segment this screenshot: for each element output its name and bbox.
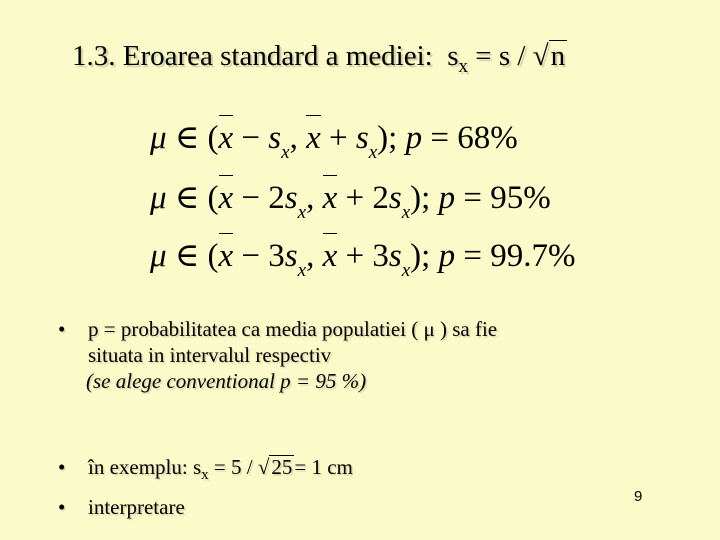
bullet-note: (se alege conventional p = 95 %) — [86, 369, 367, 393]
bullet-dot-icon: • — [58, 455, 66, 479]
close-paren: ); — [410, 238, 431, 274]
sqrt-sign: √ — [257, 455, 270, 479]
bullet-dot-icon: • — [58, 317, 66, 341]
open-paren: ( — [207, 120, 219, 156]
x-bar: x — [219, 115, 234, 155]
x-bar: x — [323, 175, 338, 215]
minus-sign: − — [241, 180, 261, 216]
example-suffix: = 1 cm — [294, 455, 353, 479]
element-of-symbol: ∈ — [174, 120, 200, 156]
sqrt-sign: √ — [532, 40, 549, 72]
p-symbol: p — [438, 180, 456, 216]
bullet-example — [58, 454, 353, 520]
close-paren: ); — [377, 120, 398, 156]
minus-sign: − — [241, 238, 261, 274]
title-s: s — [447, 40, 459, 72]
s-subscript: x — [297, 260, 307, 281]
coefficient: 3 — [372, 238, 389, 274]
s-symbol: s — [355, 120, 369, 156]
element-of-symbol: ∈ — [174, 238, 200, 274]
mu-symbol: μ — [150, 238, 167, 274]
bullet-text: p = probabilitatea ca media populatiei ( μ ) sa fie — [88, 317, 498, 341]
title-prefix: 1.3. Eroarea standard a mediei: — [72, 40, 433, 72]
s-symbol: s — [388, 238, 402, 274]
s-subscript: x — [297, 202, 307, 223]
bullet-text: interpretare — [88, 495, 185, 519]
comma: , — [306, 180, 315, 216]
bullet-line — [58, 454, 353, 488]
open-paren: ( — [207, 238, 219, 274]
slide-title — [72, 40, 567, 78]
s-subscript: x — [401, 202, 411, 223]
minus-sign: − — [241, 120, 261, 156]
bullet-line — [58, 316, 497, 342]
element-of-symbol: ∈ — [174, 180, 200, 216]
s-symbol: s — [268, 120, 282, 156]
x-bar: x — [219, 233, 234, 273]
title-sqrt — [533, 40, 567, 73]
close-paren: ); — [410, 180, 431, 216]
x-bar: x — [306, 115, 321, 155]
equals-sign: = — [422, 120, 458, 156]
bullet-probability — [58, 316, 497, 394]
equals-sign: = — [455, 180, 491, 216]
coefficient: 2 — [372, 180, 389, 216]
comma: , — [289, 120, 298, 156]
s-symbol: s — [284, 238, 298, 274]
equals-sign: = — [455, 238, 491, 274]
example-mid: = 5 / — [208, 455, 258, 479]
mu-symbol: μ — [150, 180, 167, 216]
plus-sign: + — [328, 120, 348, 156]
bullet-dot-icon: • — [58, 495, 66, 519]
page-number: 9 — [634, 488, 643, 505]
probability-value: 68% — [457, 120, 518, 156]
coefficient: 3 — [268, 238, 285, 274]
comma: , — [306, 238, 315, 274]
probability-value: 99.7% — [490, 238, 576, 274]
p-symbol: p — [438, 238, 456, 274]
bullet-continuation: situata in intervalul respectiv — [88, 343, 332, 367]
plus-sign: + — [345, 238, 365, 274]
bullet-line — [58, 494, 353, 520]
p-symbol: p — [405, 120, 423, 156]
x-bar: x — [219, 175, 234, 215]
x-bar: x — [323, 233, 338, 273]
formula-row-2 — [150, 178, 551, 233]
example-radicand: 25 — [271, 455, 293, 479]
s-subscript: x — [401, 260, 411, 281]
example-sqrt — [258, 454, 295, 480]
example-subscript: x — [201, 467, 209, 483]
s-subscript: x — [368, 142, 378, 163]
probability-value: 95% — [490, 180, 551, 216]
title-s-subscript: x — [458, 56, 469, 77]
mu-symbol: μ — [150, 120, 167, 156]
s-symbol: s — [284, 180, 298, 216]
title-radicand: n — [550, 40, 566, 72]
formula-row-3 — [150, 236, 575, 291]
plus-sign: + — [345, 180, 365, 216]
title-mid: = s / — [468, 40, 533, 72]
s-symbol: s — [388, 180, 402, 216]
formula-row-1 — [150, 118, 518, 173]
open-paren: ( — [207, 180, 219, 216]
example-prefix: în exemplu: s — [88, 455, 202, 479]
coefficient: 2 — [268, 180, 285, 216]
s-subscript: x — [281, 142, 290, 163]
